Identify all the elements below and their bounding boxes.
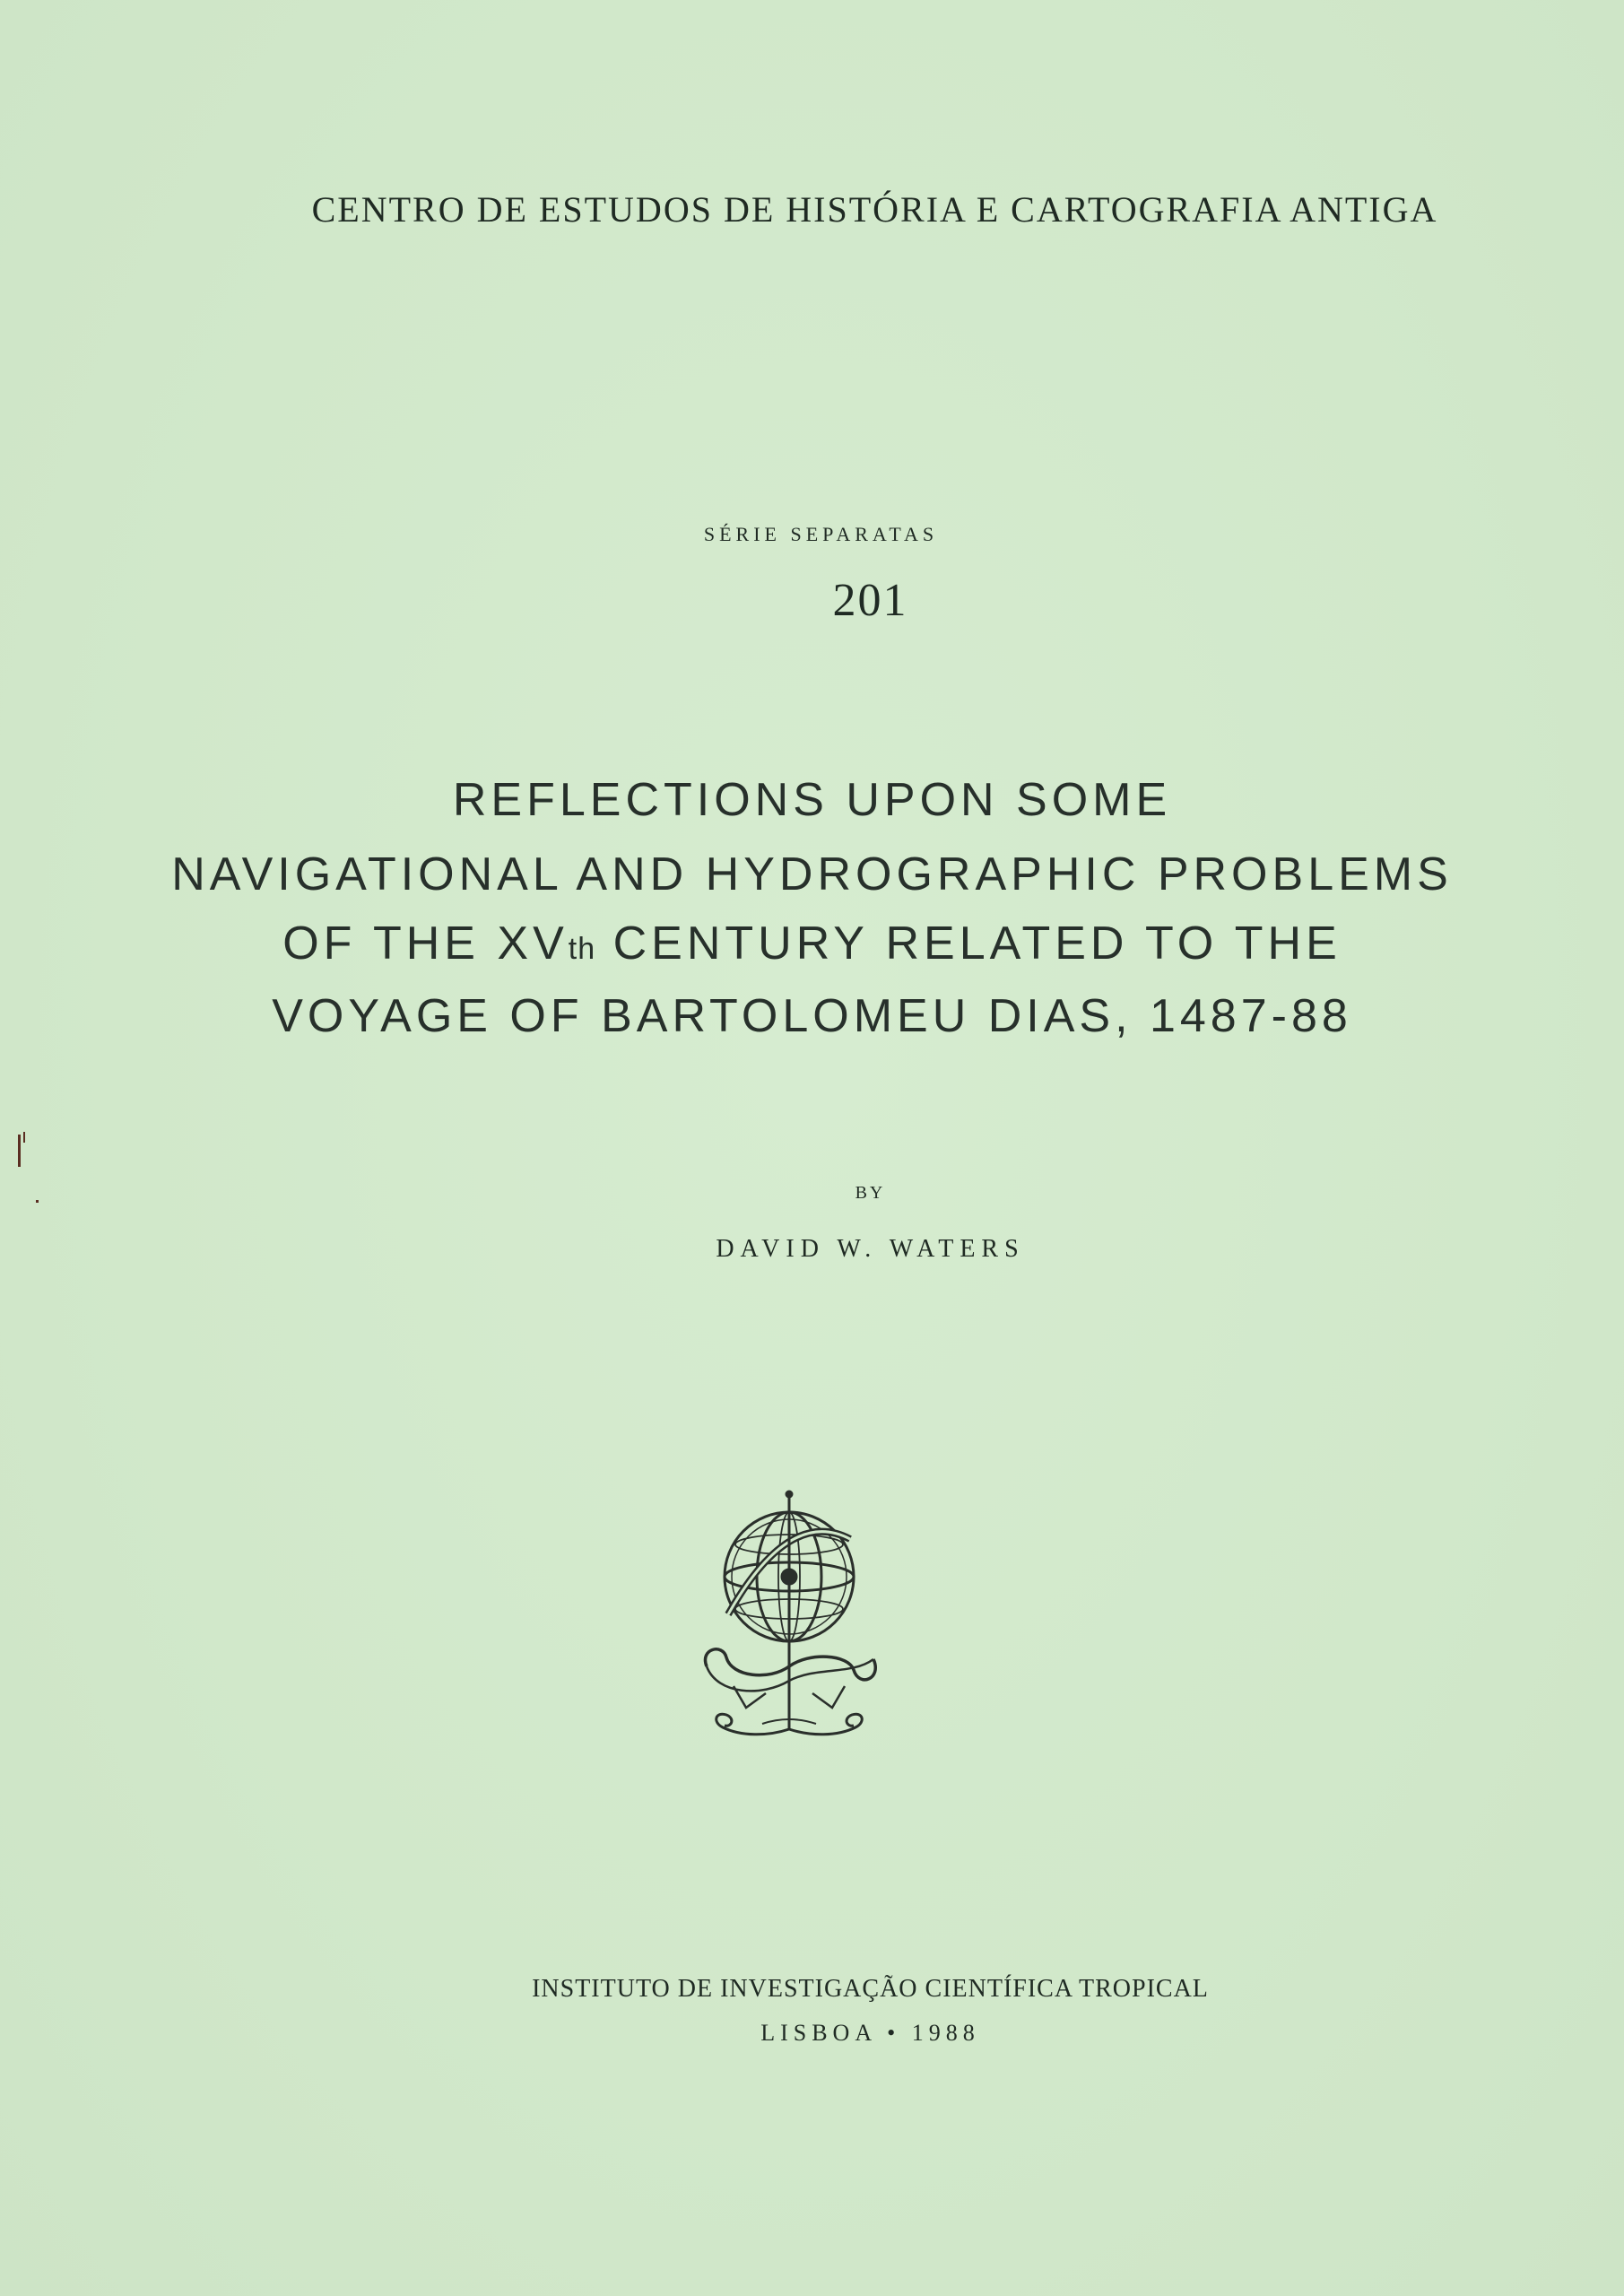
city-and-year: LISBOA • 1988 <box>760 2020 980 2046</box>
author-name: DAVID W. WATERS <box>716 1235 1025 1263</box>
title-line-1: REFLECTIONS UPON SOME <box>452 774 1172 826</box>
title-line-3-ordinal: th <box>568 932 596 966</box>
title-line-2: NAVIGATIONAL AND HYDROGRAPHIC PROBLEMS <box>171 848 1453 900</box>
ink-mark <box>36 1200 39 1203</box>
title-line-4: VOYAGE OF BARTOLOMEU DIAS, 1487-88 <box>272 990 1352 1042</box>
ink-mark <box>23 1132 25 1143</box>
series-number: 201 <box>832 575 908 626</box>
armillary-sphere-icon <box>690 1489 888 1749</box>
series-label: SÉRIE SEPARATAS <box>703 523 939 545</box>
title-line-3-start: OF THE XV <box>282 918 569 970</box>
publisher-center-name: CENTRO DE ESTUDOS DE HISTÓRIA E CARTOGRAFIA ANTIGA <box>311 189 1438 230</box>
byline-label: BY <box>855 1183 886 1203</box>
title-line-3-end: CENTURY RELATED TO THE <box>595 918 1342 970</box>
ink-mark <box>18 1135 21 1167</box>
institute-name: INSTITUTO DE INVESTIGAÇÃO CIENTÍFICA TROPICAL <box>532 1975 1209 2003</box>
title-line-3 <box>0 917 1624 970</box>
